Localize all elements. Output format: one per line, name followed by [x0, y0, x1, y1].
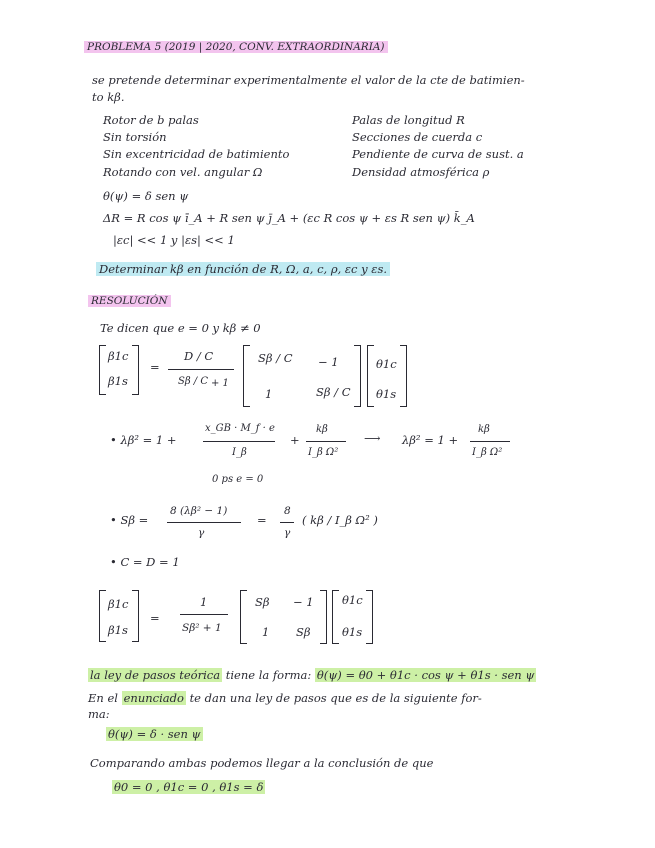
comparando-line: Comparando ambas podemos llegar a la conclusión de que	[90, 756, 434, 770]
eq1-sign: =	[150, 360, 160, 374]
cd-line: • C = D = 1	[110, 555, 180, 569]
s-num: 8 (λβ² − 1)	[170, 505, 228, 517]
m2-left-bracket	[240, 590, 247, 644]
vec1-left-bracket	[99, 345, 106, 395]
k-den: I_β Ω²	[308, 447, 339, 458]
ley-line-1	[88, 669, 536, 683]
data-left-1: Rotor de b palas	[103, 113, 199, 127]
v2-right-bracket	[400, 345, 407, 407]
m2-right-bracket	[320, 590, 327, 644]
lambda-den: I_β	[232, 447, 247, 458]
vec1-top: β1c	[108, 349, 129, 363]
vec3-top: β1c	[108, 597, 129, 611]
m1-den-inner: Sβ / C	[178, 376, 209, 387]
m1-a21: 1	[265, 387, 273, 401]
vec1-right-bracket	[132, 345, 139, 395]
m1-fraction-line	[168, 369, 234, 370]
conclusion-line	[112, 781, 265, 795]
ley-rest: tiene la forma:	[225, 668, 312, 682]
m2-a12: − 1	[293, 595, 314, 609]
lambda-num: x_GB · M_f · e	[205, 423, 275, 434]
eq-theta: θ(ψ) = δ sen ψ	[103, 189, 189, 203]
conclusion-highlight: θ0 = 0 , θ1c = 0 , θ1s = δ	[114, 780, 264, 794]
v4-right-bracket	[366, 590, 373, 644]
eq-conditions: |εc| << 1 y |εs| << 1	[113, 233, 235, 247]
data-right-1: Palas de longitud R	[352, 113, 465, 127]
data-right-2: Secciones de cuerda c	[352, 130, 483, 144]
m1-a12: − 1	[318, 355, 339, 369]
r-num: kβ	[478, 424, 490, 435]
arrow: ⟶	[364, 431, 381, 445]
data-right-3: Pendiente de curva de sust. a	[352, 147, 524, 161]
m2-a22: Sβ	[296, 625, 311, 639]
m1-a22: Sβ / C	[316, 385, 351, 399]
s-lhs: • Sβ =	[110, 513, 149, 527]
ley-line-2	[88, 692, 482, 706]
ley-equation: θ(ψ) = θ0 + θ1c · cos ψ + θ1s · sen ψ	[316, 668, 535, 682]
task-highlight: Determinar kβ en función de R, Ω, a, c, ρ, εc y εs.	[96, 262, 390, 276]
data-left-2: Sin torsión	[103, 130, 167, 144]
k-fraction-line	[306, 441, 346, 442]
m1-left-bracket	[243, 345, 250, 407]
m1-right-bracket	[354, 345, 361, 407]
r-den: I_β Ω²	[472, 447, 503, 458]
m1-a11: Sβ / C	[258, 351, 293, 365]
v4-top: θ1c	[342, 593, 363, 607]
m1-num: D / C	[184, 349, 214, 363]
s-d2: γ	[284, 527, 291, 539]
ley-line-3: ma:	[88, 707, 110, 721]
v4-left-bracket	[332, 590, 339, 644]
vec3-right-bracket	[132, 590, 139, 642]
vec1-bottom: β1s	[108, 374, 128, 388]
m1-den-tail: + 1	[211, 378, 229, 389]
eq-ar: ΔR = R cos ψ ī_A + R sen ψ j̄_A + (εc R cos ψ + εs R sen ψ) k̄_A	[103, 211, 475, 225]
v4-bottom: θ1s	[342, 625, 363, 639]
s-tail: ( kβ / I_β Ω² )	[302, 513, 378, 527]
ley-given-highlight: θ(ψ) = δ · sen ψ	[108, 727, 201, 741]
v2-bottom: θ1s	[376, 387, 397, 401]
intro-line-1: se pretende determinar experimentalmente el valor de la cte de batimien-	[92, 73, 525, 87]
note-e-zero: 0 ps e = 0	[212, 474, 264, 485]
m2-a11: Sβ	[255, 595, 270, 609]
data-left-4: Rotando con vel. angular Ω	[103, 165, 263, 179]
k-num: kβ	[316, 424, 328, 435]
ley-given	[106, 728, 203, 742]
task-statement	[96, 263, 390, 277]
lambda-plus: +	[290, 433, 300, 447]
data-right-4: Densidad atmosférica ρ	[352, 165, 490, 179]
s-fraction-line-2	[280, 522, 294, 523]
m2-den: Sβ² + 1	[182, 622, 222, 634]
ley-highlight: la ley de pasos teórica	[90, 668, 221, 682]
ley2-b: te dan una ley de pasos que es de la siguiente for-	[189, 691, 482, 705]
problem-title	[84, 41, 388, 54]
s-den: γ	[198, 527, 205, 539]
v2-left-bracket	[367, 345, 374, 407]
intro-line-2: to kβ.	[92, 90, 125, 104]
s-n2: 8	[284, 505, 291, 517]
resolucion-highlight: RESOLUCIÓN	[88, 295, 171, 307]
r-fraction-line	[470, 441, 510, 442]
v2-top: θ1c	[376, 357, 397, 371]
title-highlight: PROBLEMA 5 (2019 | 2020, CONV. EXTRAORDINARIA)	[84, 41, 388, 53]
data-left-3: Sin excentricidad de batimiento	[103, 147, 290, 161]
vec3-left-bracket	[99, 590, 106, 642]
told-line: Te dicen que e = 0 y kβ ≠ 0	[100, 321, 261, 335]
m2-a21: 1	[262, 625, 270, 639]
lambda-fraction-line	[203, 441, 275, 442]
lambda-lhs: • λβ² = 1 +	[110, 433, 177, 447]
m2-fraction-line	[180, 614, 228, 615]
s-eq: =	[257, 513, 267, 527]
m2-num: 1	[200, 595, 208, 609]
enunciado-highlight: enunciado	[123, 691, 184, 705]
s-fraction-line	[167, 522, 241, 523]
ley2-a: En el	[88, 691, 118, 705]
resolucion-heading	[88, 295, 171, 308]
lambda-rhs: λβ² = 1 +	[402, 433, 459, 447]
eq2-sign: =	[150, 611, 160, 625]
vec3-bottom: β1s	[108, 623, 128, 637]
